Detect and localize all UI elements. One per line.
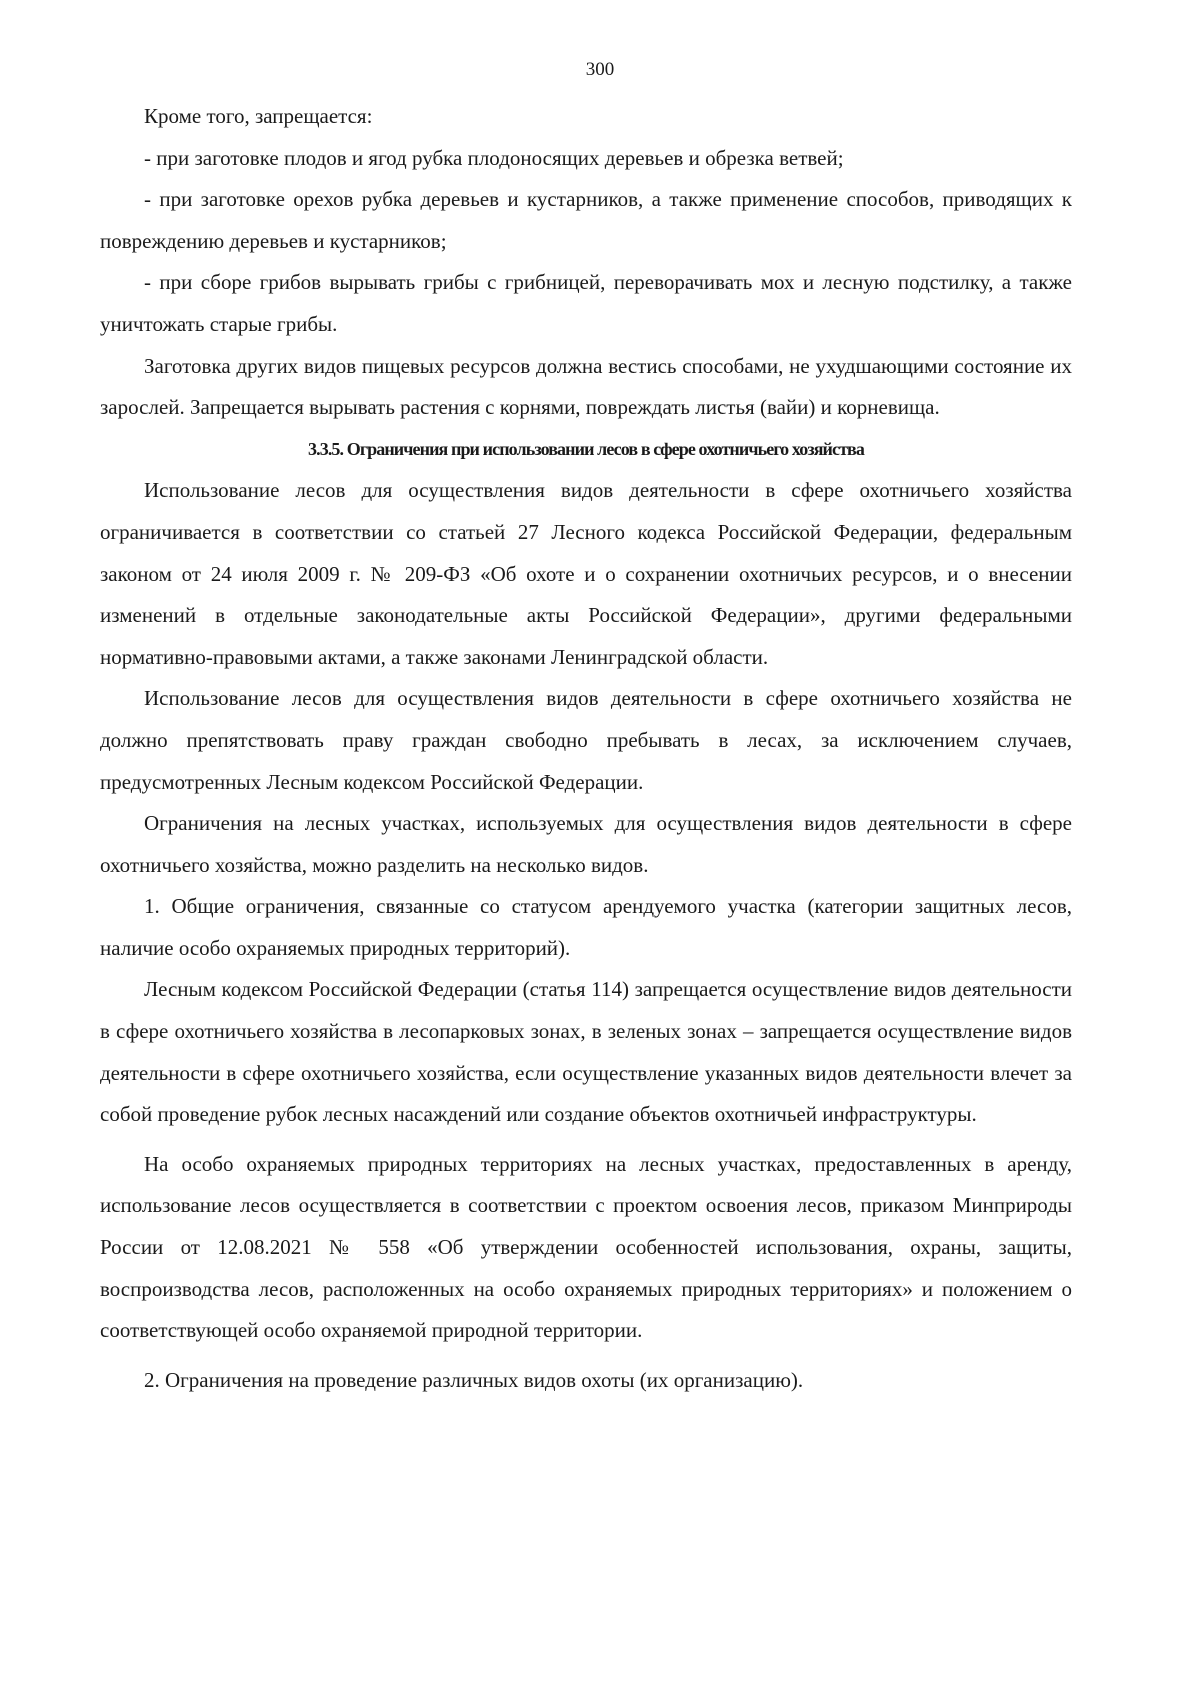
paragraph-intro-prohibited: Кроме того, запрещается: xyxy=(144,104,373,128)
paragraph-hunting-legal-basis: Использование лесов для осуществления видов деятельности в сфере охотничьего хозяйства ограничивается в соответствии со статьей 27 Лесного кодекса Российской Федерации, федеральным законом от 24 июля 2009 г. № 209-ФЗ «Об охоте и о сохранении охотничьих ресурсов, и о внесении изменений в отдельные законодательные акты Российской Федерации», другими федеральными нормативно-правовыми актами, а также законами Ленинградской области. xyxy=(100,478,1072,669)
paragraph-forest-code-article-114: Лесным кодексом Российской Федерации (статья 114) запрещается осуществление видов деятельности в сфере охотничьего хозяйства в лесопарковых зонах, в зеленых зонах – запрещается осуществление видов деятельности в сфере охотничьего хозяйства, если осуществление указанных видов деятельности влечет за собой проведение рубок лесных насаждений или создание объектов охотничьей инфраструктуры. xyxy=(100,977,1072,1127)
paragraph-citizen-access: Использование лесов для осуществления видов деятельности в сфере охотничьего хозяйства не должно препятствовать праву граждан свободно пребывать в лесах, за исключением случаев, предусмотренных Лесным кодексом Российской Федерации. xyxy=(100,686,1072,794)
page-number: 300 xyxy=(585,59,615,80)
paragraph-hunting-type-restrictions: 2. Ограничения на проведение различных видов охоты (их организацию). xyxy=(144,1367,804,1392)
list-item-mushrooms: - при сборе грибов вырывать грибы с грибницей, переворачивать мох и лесную подстилку, а также уничтожать старые грибы. xyxy=(100,270,1072,336)
paragraph-protected-areas: На особо охраняемых природных территориях на лесных участках, предоставленных в аренду, использование лесов осуществляется в соответствии с проектом освоения лесов, приказом Минприроды России от 12.08.2021 № 558 «Об утверждении особенностей использования, охраны, защиты, воспроизводства лесов, расположенных на особо охраняемых природных территориях» и положением о соответствующей особо охраняемой природной территории. xyxy=(100,1151,1072,1343)
paragraph-restriction-types: Ограничения на лесных участках, используемых для осуществления видов деятельности в сфере охотничьего хозяйства, можно разделить на несколько видов. xyxy=(100,811,1072,877)
list-item-nuts: - при заготовке орехов рубка деревьев и кустарников, а также применение способов, приводящих к повреждению деревьев и кустарников; xyxy=(100,187,1072,253)
section-heading-hunting: 3.3.5. Ограничения при использовании лесов в сфере охотничьего хозяйства xyxy=(308,438,864,459)
paragraph-other-food-resources: Заготовка других видов пищевых ресурсов должна вестись способами, не ухудшающими состояние их зарослей. Запрещается вырывать растения с корнями, повреждать листья (вайи) и корневища. xyxy=(100,353,1072,420)
paragraph-general-restrictions: 1. Общие ограничения, связанные со статусом арендуемого участка (категории защитных лесов, наличие особо охраняемых природных территорий). xyxy=(100,894,1072,960)
list-item-fruits-berries: - при заготовке плодов и ягод рубка плодоносящих деревьев и обрезка ветвей; xyxy=(144,145,844,170)
page-body xyxy=(100,96,1072,1401)
